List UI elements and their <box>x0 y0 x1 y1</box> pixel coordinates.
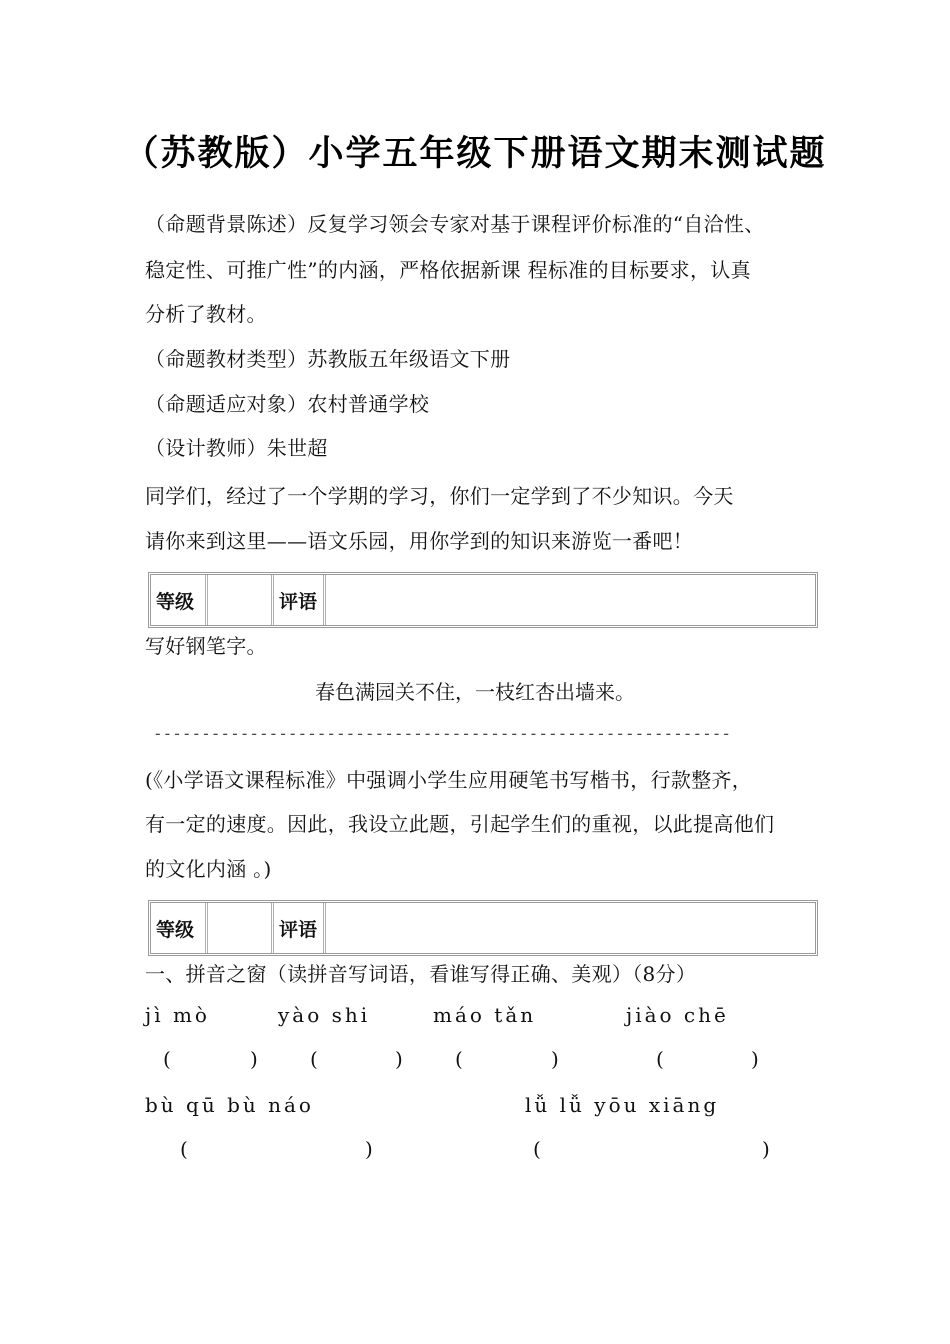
close-paren: ) <box>250 1047 261 1071</box>
grade-table <box>148 572 818 628</box>
comment-label: 评语 <box>274 903 326 953</box>
background-line-2: 稳定性、可推广性”的内涵，严格依据新课 程标准的目标要求，认真 <box>145 258 751 282</box>
grade-label: 等级 <box>151 903 208 953</box>
designer: （设计教师）朱世超 <box>145 436 328 460</box>
open-paren: ( <box>180 1137 191 1161</box>
greeting-line-1: 同学们，经过了一个学期的学习，你们一定学到了不少知识。今天 <box>145 484 734 508</box>
pinyin-word: jì mò <box>145 1003 210 1027</box>
open-paren: ( <box>533 1137 544 1161</box>
handwriting-note-2: 有一定的速度。因此，我设立此题，引起学生们的重视，以此提高他们 <box>145 812 775 836</box>
pinyin-row-2 <box>0 1093 950 1123</box>
pinyin-word: bù qū bù náo <box>145 1093 314 1117</box>
close-paren: ) <box>395 1047 406 1071</box>
comment-value-cell[interactable] <box>326 575 815 625</box>
open-paren: ( <box>455 1047 466 1071</box>
pinyin-word: lǚ lǚ yōu xiāng <box>525 1093 720 1117</box>
grade-value-cell[interactable] <box>208 575 274 625</box>
grade-value-cell[interactable] <box>208 903 274 953</box>
open-paren: ( <box>656 1047 667 1071</box>
pinyin-word: máo tǎn <box>433 1003 537 1027</box>
grade-label: 等级 <box>151 575 208 625</box>
handwriting-note-1: (《小学语文课程标准》中强调小学生应用硬笔书写楷书，行款整齐， <box>145 768 753 792</box>
answer-row-1 <box>0 1047 950 1077</box>
open-paren: ( <box>310 1047 321 1071</box>
comment-value-cell[interactable] <box>326 903 815 953</box>
close-paren: ) <box>551 1047 562 1071</box>
handwriting-heading: 写好钢笔字。 <box>145 634 267 658</box>
greeting-line-2: 请你来到这里——语文乐园，用你学到的知识来游览一番吧！ <box>145 529 694 553</box>
pinyin-word: jiào chē <box>626 1003 729 1027</box>
comment-label: 评语 <box>274 575 326 625</box>
answer-row-2 <box>0 1137 950 1167</box>
pinyin-word: yào shi <box>278 1003 371 1027</box>
poem-line: 春色满园关不住，一枝红杏出墙来。 <box>315 680 635 704</box>
handwriting-note-3: 的文化内涵 。) <box>145 857 272 881</box>
close-paren: ) <box>762 1137 773 1161</box>
material-type: （命题教材类型）苏教版五年级语文下册 <box>145 347 511 371</box>
pinyin-row-1 <box>0 1003 950 1033</box>
open-paren: ( <box>163 1047 174 1071</box>
pinyin-section-heading: 一、拼音之窗（读拼音写词语，看谁写得正确、美观）（8分） <box>145 962 697 986</box>
close-paren: ) <box>365 1137 376 1161</box>
writing-dashed-line: ------------------------------------------------------------ <box>153 724 731 743</box>
background-line-3: 分析了教材。 <box>145 302 267 326</box>
target-audience: （命题适应对象）农村普通学校 <box>145 392 430 416</box>
background-line-1: （命题背景陈述）反复学习领会专家对基于课程评价标准的“自洽性、 <box>145 212 765 236</box>
grade-table <box>148 900 818 956</box>
page-title: （苏教版）小学五年级下册语文期末测试题 <box>123 134 827 174</box>
close-paren: ) <box>751 1047 762 1071</box>
